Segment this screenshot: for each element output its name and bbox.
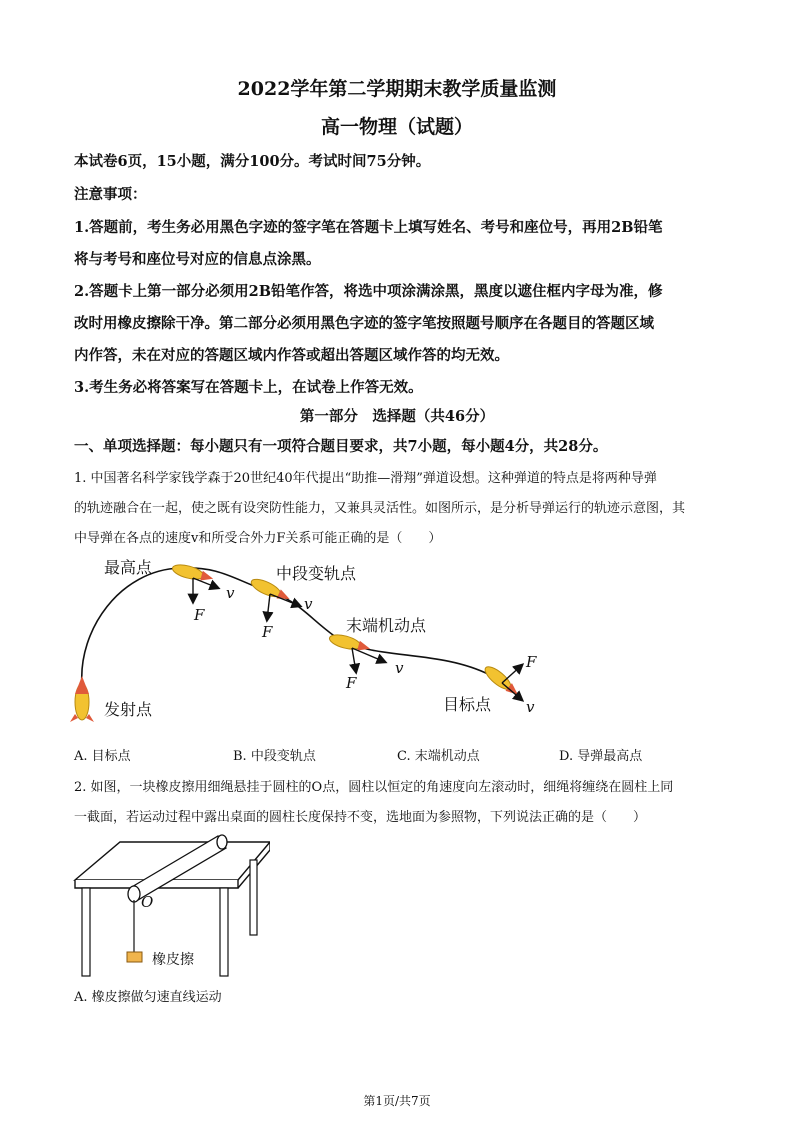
label-highest-point: 最高点 bbox=[104, 558, 153, 577]
velocity-symbol-mid: v bbox=[304, 595, 313, 613]
page-number: 第1页/共7页 bbox=[363, 1094, 431, 1108]
notice-line-5: 内作答，未在对应的答题区域内作答或超出答题区域作答的均无效。 bbox=[74, 347, 509, 364]
point-o-label: O bbox=[141, 893, 154, 911]
force-symbol-terminal: F bbox=[346, 674, 357, 692]
notice-line-3: 2.答题卡上第一部分必须用2B铅笔作答，将选中项涂满涂黑，黑度以遮住框内字母为准，修 bbox=[74, 283, 663, 300]
trajectory-path bbox=[82, 568, 490, 685]
notice-heading: 注意事项： bbox=[74, 186, 147, 203]
notice-line-1: 1.答题前，考生务必用黑色字迹的签字笔在答题卡上填写姓名、考号和座位号，再用2B铅笔 bbox=[74, 219, 663, 236]
notice-line-4: 改时用橡皮擦除干净。第二部分必须用黑色字迹的签字笔按照题号顺序在各题目的答题区域 bbox=[74, 315, 654, 332]
part1-heading: 第一部分 选择题（共46分） bbox=[299, 408, 495, 425]
label-mid-point: 中段变轨点 bbox=[276, 564, 357, 583]
notice-line-6: 3.考生务必将答案写在答题卡上，在试卷上作答无效。 bbox=[74, 379, 423, 396]
label-launch-point: 发射点 bbox=[104, 700, 153, 719]
launch-rocket-icon bbox=[70, 676, 94, 722]
exam-subtitle: 高一物理（试题） bbox=[320, 116, 473, 138]
velocity-symbol-highest: v bbox=[226, 584, 235, 602]
mid-force-arrow bbox=[267, 594, 270, 620]
q2-line-2: 一截面，若运动过程中露出桌面的圆柱长度保持不变，选地面为参照物，下列说法正确的是（ ） bbox=[74, 810, 647, 825]
notice-line-2: 将与考号和座位号对应的信息点涂黑。 bbox=[74, 251, 321, 268]
eraser bbox=[127, 952, 142, 962]
table-leg-back-right bbox=[250, 860, 257, 935]
exam-title: 2022学年第二学期期末教学质量监测 bbox=[237, 78, 557, 100]
q1-line-1: 1. 中国著名科学家钱学森于20世纪40年代提出“助推—滑翔”弹道设想。这种弹道的特点是将两种导弹 bbox=[74, 471, 657, 486]
velocity-symbol-target: v bbox=[526, 698, 535, 716]
q1-option-b[interactable]: B. 中段变轨点 bbox=[233, 749, 316, 764]
q1-line-2: 的轨迹融合在一起，使之既有设突防性能力，又兼具灵活性。如图所示，是分析导弹运行的轨迹示意图，其 bbox=[74, 501, 686, 516]
q1-option-d[interactable]: D. 导弹最高点 bbox=[559, 749, 643, 764]
q1-option-a[interactable]: A. 目标点 bbox=[74, 749, 131, 764]
label-target-point: 目标点 bbox=[443, 695, 492, 714]
section-heading: 一、单项选择题：每小题只有一项符合题目要求，共7小题，每小题4分，共28分。 bbox=[74, 438, 608, 455]
exam-summary: 本试卷6页，15小题，满分100分。考试时间75分钟。 bbox=[74, 153, 431, 170]
label-terminal-point: 末端机动点 bbox=[346, 616, 427, 635]
q2-line-1: 2. 如图，一块橡皮擦用细绳悬挂于圆柱的O点，圆柱以恒定的角速度向左滚动时，细绳将缠绕在圆柱上同 bbox=[74, 780, 674, 795]
force-symbol-highest: F bbox=[194, 606, 205, 624]
force-symbol-target: F bbox=[526, 653, 537, 671]
q1-line-3: 中导弹在各点的速度v和所受合外力F关系可能正确的是（ ） bbox=[74, 531, 442, 546]
q1-option-c[interactable]: C. 末端机动点 bbox=[397, 749, 480, 764]
velocity-symbol-terminal: v bbox=[395, 659, 404, 677]
terminal-force-arrow bbox=[352, 648, 356, 672]
target-force-arrow bbox=[502, 665, 522, 683]
eraser-label: 橡皮擦 bbox=[152, 952, 194, 968]
table-leg-front-right bbox=[220, 888, 228, 976]
force-symbol-mid: F bbox=[262, 623, 273, 641]
q2-option-a[interactable]: A. 橡皮擦做匀速直线运动 bbox=[74, 990, 222, 1005]
table-leg-front-left bbox=[82, 888, 90, 976]
